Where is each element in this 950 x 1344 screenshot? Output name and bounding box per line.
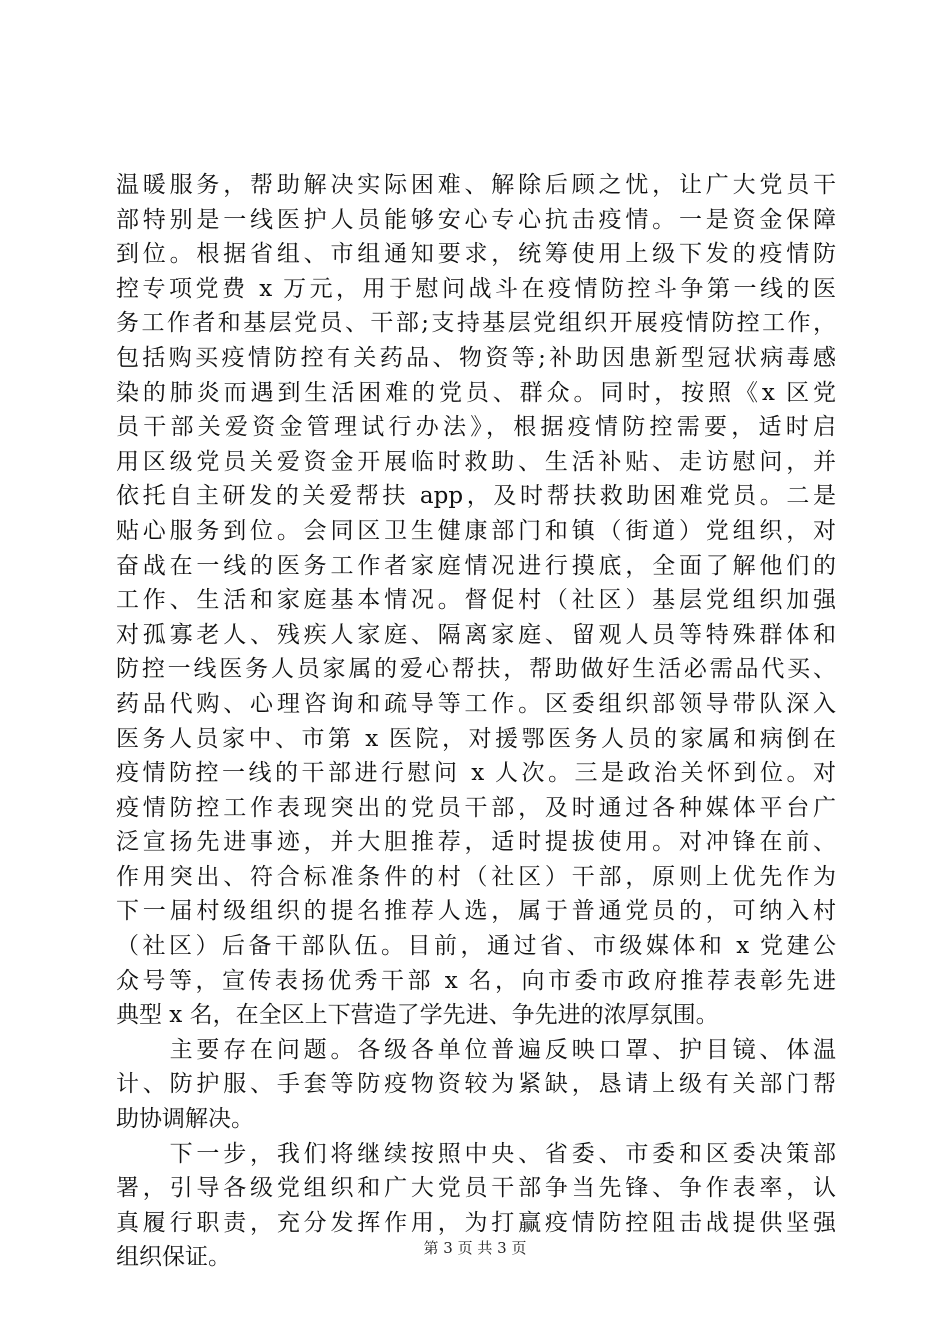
text-line: 主要存在问题。各级各单位普遍反映口罩、护目镜、体温	[116, 1036, 836, 1063]
text-line: 下一步，我们将继续按照中央、省委、市委和区委决策部	[116, 1140, 836, 1167]
text-line: 员干部关爱资金管理试行办法》，根据疫情防控需要，适时启	[116, 414, 836, 441]
text-line: 下一届村级组织的提名推荐人选，属于普通党员的，可纳入村	[116, 898, 836, 925]
text-line: 计、防护服、手套等防疫物资较为紧缺，恳请上级有关部门帮	[116, 1071, 836, 1098]
text-line: 防控一线医务人员家属的爱心帮扶，帮助做好生活必需品代买、	[116, 656, 836, 683]
text-line: 部特别是一线医护人员能够安心专心抗击疫情。一是资金保障	[116, 206, 836, 233]
text-line: 助协调解决。	[116, 1106, 254, 1133]
text-line: 疫情防控工作表现突出的党员干部，及时通过各种媒体平台广	[116, 794, 836, 821]
text-line: 到位。根据省组、市组通知要求，统筹使用上级下发的疫情防	[116, 241, 836, 268]
document-body	[116, 168, 836, 1275]
text-line: 典型 x 名，在全区上下营造了学先进、争先进的浓厚氛围。	[116, 1002, 719, 1029]
text-line: 药品代购、心理咨询和疏导等工作。区委组织部领导带队深入	[116, 690, 836, 717]
text-line: 组织保证。	[116, 1244, 231, 1271]
text-line: 疫情防控一线的干部进行慰问 x 人次。三是政治关怀到位。对	[116, 760, 836, 787]
text-line: 控专项党费 x 万元，用于慰问战斗在疫情防控斗争第一线的医	[116, 275, 836, 302]
text-line: （社区）后备干部队伍。目前，通过省、市级媒体和 x 党建公	[116, 933, 836, 960]
page-footer: 第 3 页 共 3 页	[423, 1239, 527, 1257]
text-line: 贴心服务到位。会同区卫生健康部门和镇（街道）党组织，对	[116, 517, 836, 544]
text-line: 工作、生活和家庭基本情况。督促村（社区）基层党组织加强	[116, 587, 836, 614]
text-line: 务工作者和基层党员、干部;支持基层党组织开展疫情防控工作，	[116, 310, 836, 337]
text-line: 温暖服务，帮助解决实际困难、解除后顾之忧，让广大党员干	[116, 172, 836, 198]
text-line: 对孤寡老人、残疾人家庭、隔离家庭、留观人员等特殊群体和	[116, 621, 836, 648]
text-line: 包括购买疫情防控有关药品、物资等;补助因患新型冠状病毒感	[116, 344, 836, 371]
text-line: 署，引导各级党组织和广大党员干部争当先锋、争作表率，认	[116, 1175, 836, 1202]
text-line: 依托自主研发的关爱帮扶 app，及时帮扶救助困难党员。二是	[116, 483, 836, 510]
text-line: 泛宣扬先进事迹，并大胆推荐，适时提拔使用。对冲锋在前、	[116, 829, 836, 856]
text-line: 奋战在一线的医务工作者家庭情况进行摸底，全面了解他们的	[116, 552, 836, 579]
text-line: 医务人员家中、市第 x 医院，对援鄂医务人员的家属和病倒在	[116, 725, 836, 752]
text-line: 用区级党员关爱资金开展临时救助、生活补贴、走访慰问，并	[116, 448, 836, 475]
text-line: 染的肺炎而遇到生活困难的党员、群众。同时，按照《x 区党	[116, 379, 836, 406]
text-line: 众号等，宣传表扬优秀干部 x 名，向市委市政府推荐表彰先进	[116, 967, 836, 994]
text-line: 真履行职责，充分发挥作用，为打赢疫情防控阻击战提供坚强	[116, 1209, 836, 1236]
text-line: 作用突出、符合标准条件的村（社区）干部，原则上优先作为	[116, 863, 836, 890]
